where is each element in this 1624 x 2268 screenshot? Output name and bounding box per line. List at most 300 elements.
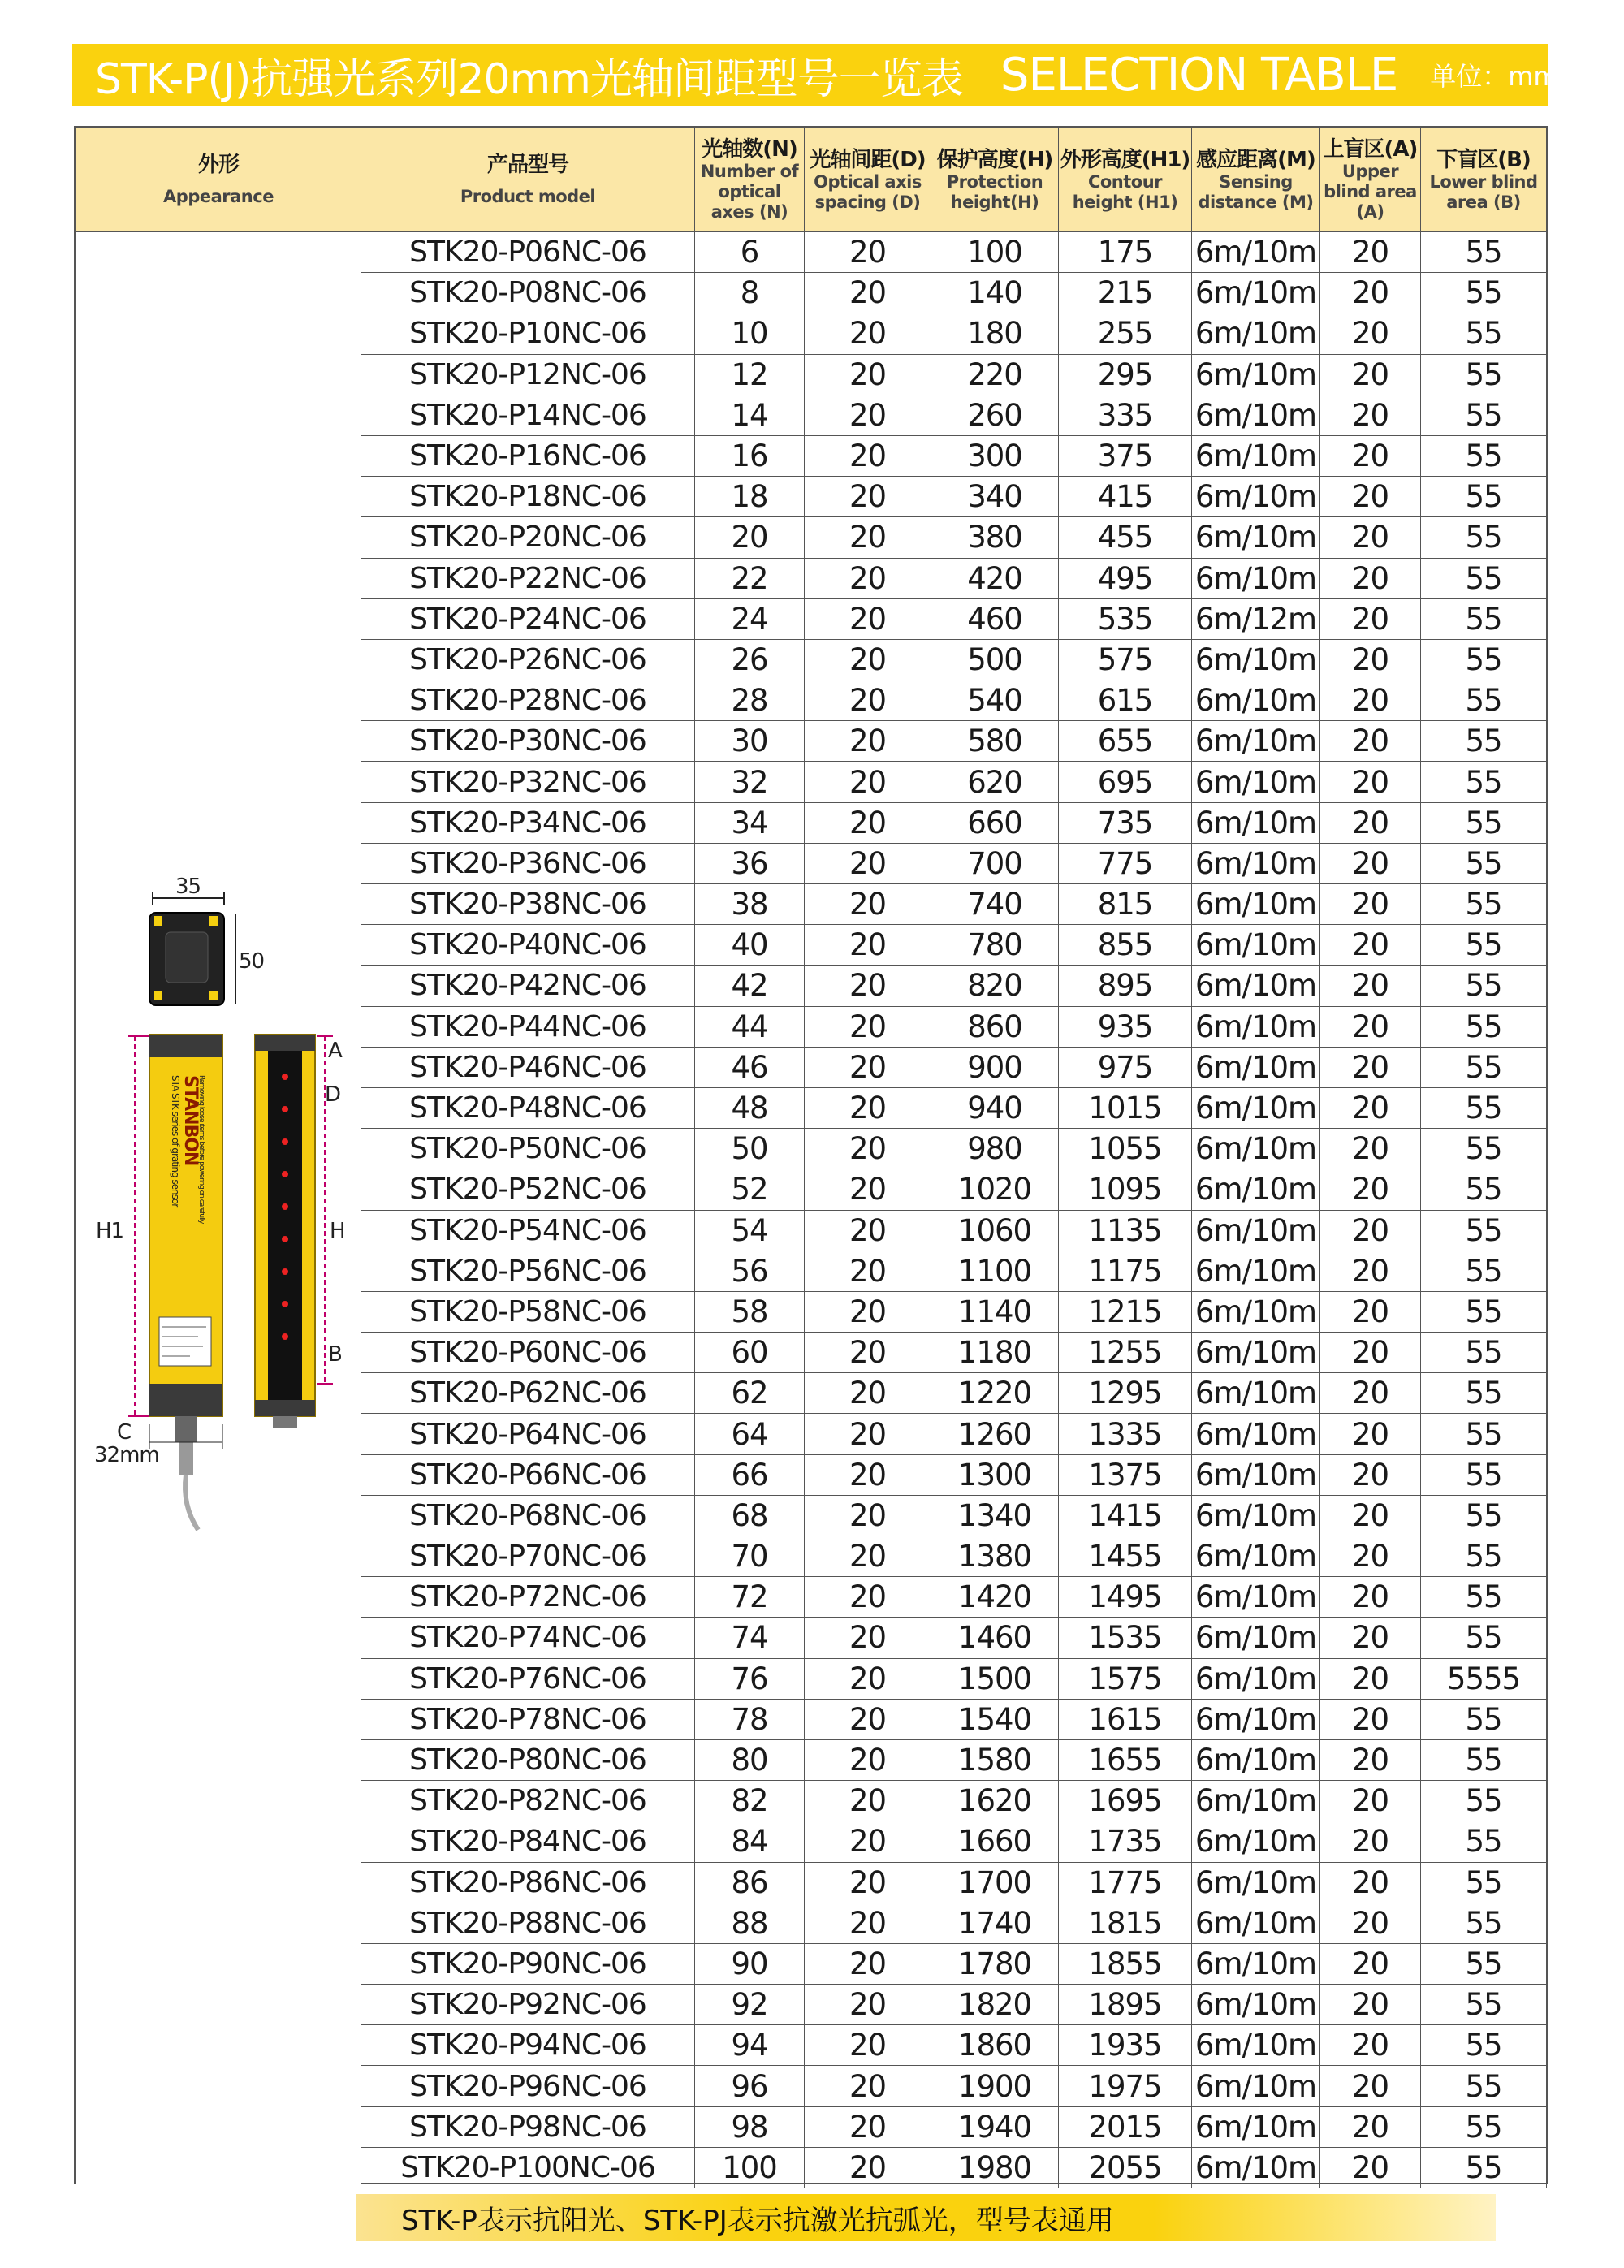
- cell-lower-blind: 55: [1421, 1047, 1547, 1087]
- cell-distance: 6m/10m: [1192, 1251, 1320, 1291]
- cell-lower-blind: 55: [1421, 680, 1547, 721]
- unit-label: 单位：mm: [1430, 61, 1559, 92]
- cell-protection: 1540: [931, 1699, 1059, 1739]
- cell-contour: 1775: [1059, 1862, 1192, 1903]
- appearance-cell: [76, 232, 361, 2188]
- cell-distance: 6m/10m: [1192, 2066, 1320, 2106]
- cell-axes: 68: [695, 1495, 805, 1536]
- cell-axes: 6: [695, 232, 805, 273]
- cell-contour: 2055: [1059, 2147, 1192, 2188]
- cell-upper-blind: 20: [1320, 802, 1421, 843]
- cell-model: STK20-P74NC-06: [361, 1618, 695, 1658]
- cell-upper-blind: 20: [1320, 1006, 1421, 1047]
- cell-lower-blind: 55: [1421, 232, 1547, 273]
- cell-protection: 980: [931, 1129, 1059, 1169]
- cell-lower-blind: 55: [1421, 639, 1547, 680]
- cell-contour: 1535: [1059, 1618, 1192, 1658]
- cell-contour: 1695: [1059, 1781, 1192, 1821]
- cell-contour: 1895: [1059, 1985, 1192, 2025]
- cell-spacing: 20: [805, 966, 931, 1006]
- cell-model: STK20-P16NC-06: [361, 435, 695, 476]
- cell-upper-blind: 20: [1320, 477, 1421, 517]
- cell-lower-blind: 55: [1421, 1454, 1547, 1495]
- cell-distance: 6m/10m: [1192, 1414, 1320, 1454]
- cell-lower-blind: 55: [1421, 1618, 1547, 1658]
- cell-spacing: 20: [805, 721, 931, 762]
- cell-spacing: 20: [805, 1454, 931, 1495]
- cell-spacing: 20: [805, 313, 931, 354]
- cell-upper-blind: 20: [1320, 1251, 1421, 1291]
- cell-model: STK20-P72NC-06: [361, 1577, 695, 1618]
- cell-distance: 6m/10m: [1192, 1985, 1320, 2025]
- cell-model: STK20-P54NC-06: [361, 1210, 695, 1251]
- cell-protection: 1220: [931, 1373, 1059, 1414]
- cell-distance: 6m/10m: [1192, 273, 1320, 313]
- cell-spacing: 20: [805, 1821, 931, 1862]
- cell-contour: 1375: [1059, 1454, 1192, 1495]
- cell-upper-blind: 20: [1320, 1414, 1421, 1454]
- cell-lower-blind: 55: [1421, 2106, 1547, 2147]
- cell-upper-blind: 20: [1320, 1169, 1421, 1210]
- cell-contour: 535: [1059, 598, 1192, 639]
- cell-distance: 6m/10m: [1192, 1047, 1320, 1087]
- cell-distance: 6m/10m: [1192, 843, 1320, 883]
- cell-axes: 16: [695, 435, 805, 476]
- cell-axes: 22: [695, 558, 805, 598]
- cell-protection: 780: [931, 925, 1059, 966]
- cell-lower-blind: 55: [1421, 1333, 1547, 1373]
- cell-model: STK20-P14NC-06: [361, 395, 695, 435]
- cell-protection: 140: [931, 273, 1059, 313]
- cell-spacing: 20: [805, 1903, 931, 1943]
- cell-distance: 6m/10m: [1192, 1291, 1320, 1332]
- cell-lower-blind: 55: [1421, 1903, 1547, 1943]
- cell-upper-blind: 20: [1320, 925, 1421, 966]
- cell-model: STK20-P90NC-06: [361, 1943, 695, 1984]
- cell-lower-blind: 55: [1421, 395, 1547, 435]
- cell-protection: 1380: [931, 1536, 1059, 1577]
- cell-upper-blind: 20: [1320, 2147, 1421, 2188]
- cell-lower-blind: 55: [1421, 273, 1547, 313]
- cell-axes: 12: [695, 354, 805, 395]
- cell-contour: 175: [1059, 232, 1192, 273]
- cell-protection: 1620: [931, 1781, 1059, 1821]
- cell-model: STK20-P76NC-06: [361, 1658, 695, 1699]
- cell-contour: 1455: [1059, 1536, 1192, 1577]
- cell-distance: 6m/10m: [1192, 2147, 1320, 2188]
- cell-lower-blind: 55: [1421, 1985, 1547, 2025]
- cell-upper-blind: 20: [1320, 1291, 1421, 1332]
- cell-contour: 1935: [1059, 2025, 1192, 2066]
- cell-distance: 6m/10m: [1192, 1699, 1320, 1739]
- cell-axes: 92: [695, 1985, 805, 2025]
- header-model: 产品型号 Product model: [361, 128, 695, 232]
- cell-model: STK20-P70NC-06: [361, 1536, 695, 1577]
- header-distance: 感应距离(M) Sensing distance (M): [1192, 128, 1320, 232]
- cell-lower-blind: 55: [1421, 925, 1547, 966]
- cell-upper-blind: 20: [1320, 1739, 1421, 1780]
- cell-distance: 6m/10m: [1192, 1739, 1320, 1780]
- cell-upper-blind: 20: [1320, 639, 1421, 680]
- cell-model: STK20-P36NC-06: [361, 843, 695, 883]
- cell-axes: 100: [695, 2147, 805, 2188]
- cell-upper-blind: 20: [1320, 1087, 1421, 1128]
- cell-contour: 655: [1059, 721, 1192, 762]
- cell-upper-blind: 20: [1320, 1781, 1421, 1821]
- cell-model: STK20-P88NC-06: [361, 1903, 695, 1943]
- cell-contour: 1655: [1059, 1739, 1192, 1780]
- cell-upper-blind: 20: [1320, 1943, 1421, 1984]
- cell-model: STK20-P100NC-06: [361, 2147, 695, 2188]
- cell-lower-blind: 55: [1421, 1862, 1547, 1903]
- cell-upper-blind: 20: [1320, 843, 1421, 883]
- cell-spacing: 20: [805, 1291, 931, 1332]
- cell-upper-blind: 20: [1320, 598, 1421, 639]
- cell-distance: 6m/10m: [1192, 313, 1320, 354]
- cell-upper-blind: 20: [1320, 2106, 1421, 2147]
- cell-upper-blind: 20: [1320, 232, 1421, 273]
- cell-axes: 20: [695, 517, 805, 558]
- side-view: [255, 1035, 315, 1428]
- cell-axes: 36: [695, 843, 805, 883]
- cell-contour: 575: [1059, 639, 1192, 680]
- cell-spacing: 20: [805, 558, 931, 598]
- header-spacing: 光轴间距(D) Optical axis spacing (D): [805, 128, 931, 232]
- cell-spacing: 20: [805, 1087, 931, 1128]
- cell-protection: 1340: [931, 1495, 1059, 1536]
- cell-protection: 1660: [931, 1821, 1059, 1862]
- cell-lower-blind: 55: [1421, 1129, 1547, 1169]
- cell-spacing: 20: [805, 1210, 931, 1251]
- cell-protection: 580: [931, 721, 1059, 762]
- front-view: [149, 1035, 222, 1530]
- cell-model: STK20-P18NC-06: [361, 477, 695, 517]
- cell-distance: 6m/10m: [1192, 721, 1320, 762]
- cell-distance: 6m/10m: [1192, 477, 1320, 517]
- cell-lower-blind: 55: [1421, 884, 1547, 925]
- cell-axes: 44: [695, 1006, 805, 1047]
- cell-axes: 98: [695, 2106, 805, 2147]
- cell-distance: 6m/10m: [1192, 435, 1320, 476]
- cell-upper-blind: 20: [1320, 313, 1421, 354]
- cell-distance: 6m/10m: [1192, 1862, 1320, 1903]
- cell-contour: 1735: [1059, 1821, 1192, 1862]
- cell-lower-blind: 55: [1421, 1781, 1547, 1821]
- cell-axes: 24: [695, 598, 805, 639]
- cell-protection: 1260: [931, 1414, 1059, 1454]
- cell-axes: 86: [695, 1862, 805, 1903]
- cell-upper-blind: 20: [1320, 273, 1421, 313]
- cell-lower-blind: 55: [1421, 2025, 1547, 2066]
- cell-protection: 1460: [931, 1618, 1059, 1658]
- cell-distance: 6m/10m: [1192, 558, 1320, 598]
- cell-lower-blind: 55: [1421, 1699, 1547, 1739]
- cell-contour: 255: [1059, 313, 1192, 354]
- cell-protection: 260: [931, 395, 1059, 435]
- cell-upper-blind: 20: [1320, 1821, 1421, 1862]
- cell-protection: 1740: [931, 1903, 1059, 1943]
- cell-contour: 415: [1059, 477, 1192, 517]
- cell-lower-blind: 55: [1421, 1373, 1547, 1414]
- cell-contour: 935: [1059, 1006, 1192, 1047]
- cell-contour: 1175: [1059, 1251, 1192, 1291]
- cell-lower-blind: 55: [1421, 2066, 1547, 2106]
- cell-lower-blind: 55: [1421, 1495, 1547, 1536]
- dim-32-label: 32mm: [94, 1443, 159, 1467]
- selection-table: [74, 126, 1548, 2184]
- cell-distance: 6m/10m: [1192, 925, 1320, 966]
- cell-axes: 80: [695, 1739, 805, 1780]
- cell-distance: 6m/10m: [1192, 802, 1320, 843]
- cell-lower-blind: 55: [1421, 477, 1547, 517]
- cell-contour: 815: [1059, 884, 1192, 925]
- cell-upper-blind: 20: [1320, 1577, 1421, 1618]
- cell-distance: 6m/10m: [1192, 762, 1320, 802]
- cell-axes: 78: [695, 1699, 805, 1739]
- cell-protection: 620: [931, 762, 1059, 802]
- cell-protection: 300: [931, 435, 1059, 476]
- cell-distance: 6m/10m: [1192, 639, 1320, 680]
- cell-protection: 1940: [931, 2106, 1059, 2147]
- cell-upper-blind: 20: [1320, 1333, 1421, 1373]
- cell-distance: 6m/10m: [1192, 354, 1320, 395]
- cell-model: STK20-P82NC-06: [361, 1781, 695, 1821]
- header-axes: 光轴数(N) Number of optical axes (N): [695, 128, 805, 232]
- cell-axes: 82: [695, 1781, 805, 1821]
- cell-distance: 6m/10m: [1192, 1658, 1320, 1699]
- cell-spacing: 20: [805, 1495, 931, 1536]
- cell-distance: 6m/10m: [1192, 1943, 1320, 1984]
- cell-axes: 84: [695, 1821, 805, 1862]
- cell-lower-blind: 5555: [1421, 1658, 1547, 1699]
- cell-spacing: 20: [805, 1862, 931, 1903]
- cell-protection: 100: [931, 232, 1059, 273]
- cell-contour: 1855: [1059, 1943, 1192, 1984]
- cell-model: STK20-P64NC-06: [361, 1414, 695, 1454]
- cell-spacing: 20: [805, 802, 931, 843]
- cell-upper-blind: 20: [1320, 1699, 1421, 1739]
- cell-distance: 6m/10m: [1192, 1373, 1320, 1414]
- cell-protection: 940: [931, 1087, 1059, 1128]
- cell-model: STK20-P52NC-06: [361, 1169, 695, 1210]
- cell-upper-blind: 20: [1320, 435, 1421, 476]
- cell-spacing: 20: [805, 1333, 931, 1373]
- cell-model: STK20-P32NC-06: [361, 762, 695, 802]
- cell-spacing: 20: [805, 2066, 931, 2106]
- cell-contour: 295: [1059, 354, 1192, 395]
- cell-protection: 1780: [931, 1943, 1059, 1984]
- cell-contour: 1415: [1059, 1495, 1192, 1536]
- cell-spacing: 20: [805, 1985, 931, 2025]
- cell-protection: 180: [931, 313, 1059, 354]
- cell-axes: 76: [695, 1658, 805, 1699]
- table-row: [76, 232, 1547, 273]
- cell-lower-blind: 55: [1421, 802, 1547, 843]
- cell-distance: 6m/10m: [1192, 517, 1320, 558]
- cell-lower-blind: 55: [1421, 1291, 1547, 1332]
- cell-contour: 1335: [1059, 1414, 1192, 1454]
- cell-model: STK20-P98NC-06: [361, 2106, 695, 2147]
- cell-spacing: 20: [805, 1739, 931, 1780]
- cell-contour: 1815: [1059, 1903, 1192, 1943]
- cell-lower-blind: 55: [1421, 1006, 1547, 1047]
- cell-distance: 6m/10m: [1192, 1129, 1320, 1169]
- cell-lower-blind: 55: [1421, 313, 1547, 354]
- cell-axes: 90: [695, 1943, 805, 1984]
- cell-model: STK20-P08NC-06: [361, 273, 695, 313]
- cell-spacing: 20: [805, 1658, 931, 1699]
- cell-contour: 615: [1059, 680, 1192, 721]
- cell-protection: 460: [931, 598, 1059, 639]
- cell-spacing: 20: [805, 1373, 931, 1414]
- cell-contour: 1215: [1059, 1291, 1192, 1332]
- cell-model: STK20-P46NC-06: [361, 1047, 695, 1087]
- cell-distance: 6m/10m: [1192, 1333, 1320, 1373]
- cell-lower-blind: 55: [1421, 721, 1547, 762]
- cell-axes: 70: [695, 1536, 805, 1577]
- cell-distance: 6m/10m: [1192, 1903, 1320, 1943]
- cell-axes: 8: [695, 273, 805, 313]
- cell-protection: 1500: [931, 1658, 1059, 1699]
- title-bar: [72, 44, 1559, 106]
- cell-spacing: 20: [805, 1006, 931, 1047]
- cell-upper-blind: 20: [1320, 1129, 1421, 1169]
- cell-protection: 1980: [931, 2147, 1059, 2188]
- cell-lower-blind: 55: [1421, 1087, 1547, 1128]
- cell-spacing: 20: [805, 1047, 931, 1087]
- cell-axes: 88: [695, 1903, 805, 1943]
- cross-section-view: [149, 875, 264, 1005]
- cell-protection: 1020: [931, 1169, 1059, 1210]
- cell-spacing: 20: [805, 1699, 931, 1739]
- cell-model: STK20-P94NC-06: [361, 2025, 695, 2066]
- cell-model: STK20-P12NC-06: [361, 354, 695, 395]
- cell-contour: 215: [1059, 273, 1192, 313]
- cell-model: STK20-P10NC-06: [361, 313, 695, 354]
- cell-spacing: 20: [805, 884, 931, 925]
- cell-upper-blind: 20: [1320, 884, 1421, 925]
- cell-lower-blind: 55: [1421, 966, 1547, 1006]
- cell-model: STK20-P62NC-06: [361, 1373, 695, 1414]
- cell-upper-blind: 20: [1320, 721, 1421, 762]
- cell-lower-blind: 55: [1421, 558, 1547, 598]
- cell-upper-blind: 20: [1320, 558, 1421, 598]
- cell-distance: 6m/10m: [1192, 1618, 1320, 1658]
- cell-distance: 6m/10m: [1192, 1454, 1320, 1495]
- cell-model: STK20-P66NC-06: [361, 1454, 695, 1495]
- header-contour: 外形高度(H1) Contour height (H1): [1059, 128, 1192, 232]
- cell-distance: 6m/10m: [1192, 680, 1320, 721]
- header-appearance: 外形 Appearance: [76, 128, 361, 232]
- dim-d-label: D: [325, 1082, 341, 1107]
- cell-protection: 220: [931, 354, 1059, 395]
- cell-upper-blind: 20: [1320, 395, 1421, 435]
- cell-lower-blind: 55: [1421, 1536, 1547, 1577]
- cell-upper-blind: 20: [1320, 354, 1421, 395]
- cell-contour: 375: [1059, 435, 1192, 476]
- dim-h1: [96, 1036, 149, 1416]
- cell-contour: 455: [1059, 517, 1192, 558]
- cell-distance: 6m/12m: [1192, 598, 1320, 639]
- cell-upper-blind: 20: [1320, 1658, 1421, 1699]
- cell-distance: 6m/10m: [1192, 1495, 1320, 1536]
- cell-spacing: 20: [805, 1618, 931, 1658]
- cell-distance: 6m/10m: [1192, 966, 1320, 1006]
- cell-axes: 48: [695, 1087, 805, 1128]
- cell-upper-blind: 20: [1320, 2066, 1421, 2106]
- product-diagram: [84, 864, 352, 1546]
- cell-axes: 74: [695, 1618, 805, 1658]
- cell-distance: 6m/10m: [1192, 1210, 1320, 1251]
- cell-lower-blind: 55: [1421, 1739, 1547, 1780]
- cell-protection: 500: [931, 639, 1059, 680]
- cell-axes: 58: [695, 1291, 805, 1332]
- cell-spacing: 20: [805, 598, 931, 639]
- cell-protection: 1420: [931, 1577, 1059, 1618]
- cell-contour: 1255: [1059, 1333, 1192, 1373]
- cell-protection: 700: [931, 843, 1059, 883]
- cell-model: STK20-P40NC-06: [361, 925, 695, 966]
- cell-protection: 1860: [931, 2025, 1059, 2066]
- cell-spacing: 20: [805, 1129, 931, 1169]
- header-protection: 保护高度(H) Protection height(H): [931, 128, 1059, 232]
- cell-lower-blind: 55: [1421, 1210, 1547, 1251]
- cell-lower-blind: 55: [1421, 2147, 1547, 2188]
- cell-upper-blind: 20: [1320, 1047, 1421, 1087]
- cell-model: STK20-P96NC-06: [361, 2066, 695, 2106]
- cell-model: STK20-P78NC-06: [361, 1699, 695, 1739]
- cell-lower-blind: 55: [1421, 435, 1547, 476]
- cell-contour: 775: [1059, 843, 1192, 883]
- dim-h-label: H: [330, 1219, 345, 1243]
- side-dimensions: [317, 1036, 345, 1384]
- cell-axes: 26: [695, 639, 805, 680]
- cell-spacing: 20: [805, 1781, 931, 1821]
- cell-axes: 42: [695, 966, 805, 1006]
- cell-upper-blind: 20: [1320, 1454, 1421, 1495]
- dim-depth-label: 50: [239, 949, 265, 974]
- cell-axes: 10: [695, 313, 805, 354]
- cell-spacing: 20: [805, 273, 931, 313]
- cell-axes: 46: [695, 1047, 805, 1087]
- cell-distance: 6m/10m: [1192, 232, 1320, 273]
- cell-lower-blind: 55: [1421, 762, 1547, 802]
- cell-axes: 52: [695, 1169, 805, 1210]
- cell-protection: 380: [931, 517, 1059, 558]
- cell-upper-blind: 20: [1320, 1373, 1421, 1414]
- cell-spacing: 20: [805, 2106, 931, 2147]
- warning-label: Removing loose items before powering on carefully: [197, 1075, 205, 1224]
- cell-distance: 6m/10m: [1192, 1169, 1320, 1210]
- dim-c: [94, 1420, 222, 1467]
- cell-axes: 14: [695, 395, 805, 435]
- cell-upper-blind: 20: [1320, 1903, 1421, 1943]
- cell-model: STK20-P28NC-06: [361, 680, 695, 721]
- cell-axes: 94: [695, 2025, 805, 2066]
- cell-axes: 40: [695, 925, 805, 966]
- cell-protection: 1820: [931, 1985, 1059, 2025]
- cell-distance: 6m/10m: [1192, 1536, 1320, 1577]
- cell-model: STK20-P42NC-06: [361, 966, 695, 1006]
- cell-protection: 1060: [931, 1210, 1059, 1251]
- cell-model: STK20-P48NC-06: [361, 1087, 695, 1128]
- cell-model: STK20-P06NC-06: [361, 232, 695, 273]
- cell-axes: 96: [695, 2066, 805, 2106]
- cell-model: STK20-P84NC-06: [361, 1821, 695, 1862]
- cell-axes: 18: [695, 477, 805, 517]
- cell-model: STK20-P86NC-06: [361, 1862, 695, 1903]
- cell-axes: 64: [695, 1414, 805, 1454]
